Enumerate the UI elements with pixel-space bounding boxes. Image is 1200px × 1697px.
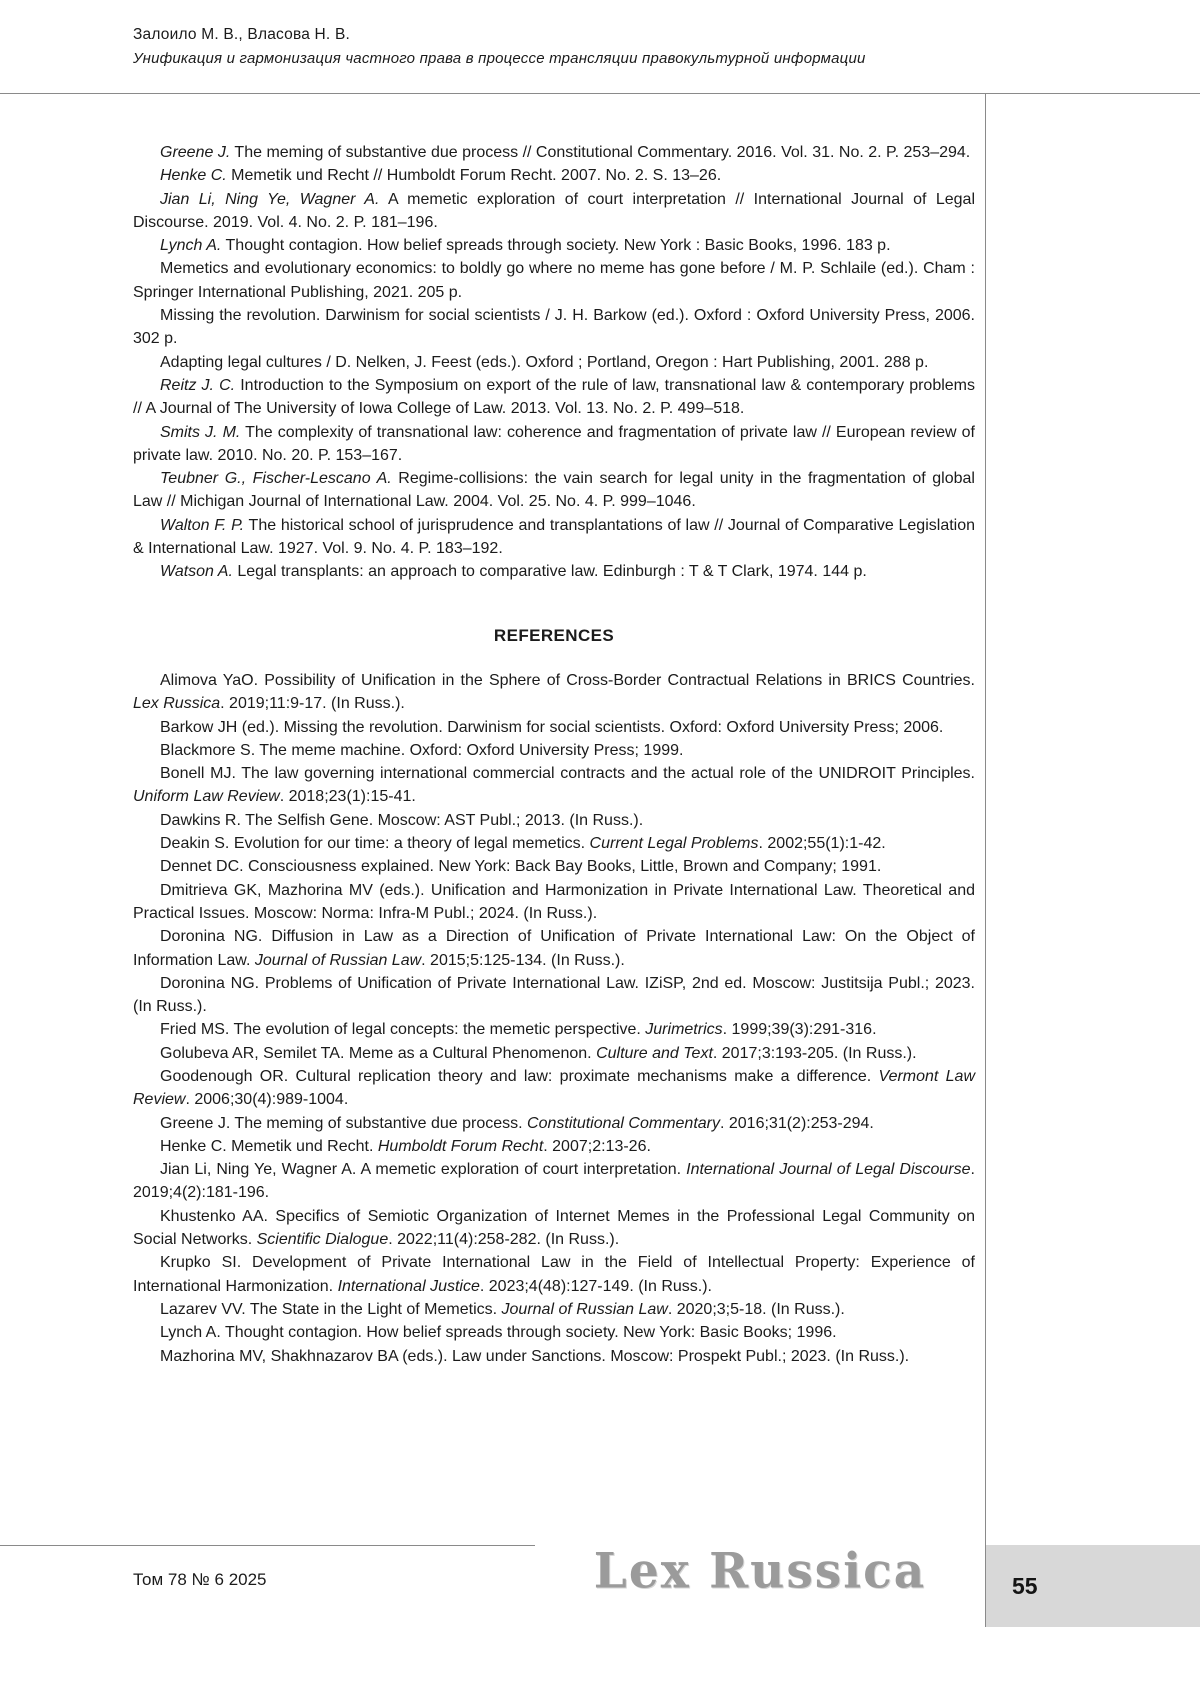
entry-text-segment: . 2016;31(2):253-294. <box>719 1114 874 1132</box>
entry-text-segment: Dennet DC. Consciousness explained. New York: Back Bay Books, Little, Brown and Company; 1991. <box>160 858 882 876</box>
entry-text-segment: The complexity of transnational law: coherence and fragmentation of private law // European review of private law. 2010. No. 20. P. 153–167. <box>133 423 976 464</box>
entry-italic-segment: Greene J. <box>160 144 231 161</box>
entry-italic-segment: Walton F. P. <box>160 516 245 534</box>
bibliography-entry <box>133 514 975 561</box>
reference-entry <box>133 716 975 739</box>
entry-text-segment: Mazhorina MV, Shakhnazarov BA (eds.). Law under Sanctions. Moscow: Prospekt Publ.; 2023. (In Russ.). <box>160 1347 910 1365</box>
page-number: 55 <box>1012 1572 1038 1599</box>
entry-italic-segment: Current Legal Problems <box>589 835 759 853</box>
reference-entry <box>133 739 975 762</box>
entry-text-segment: . 2015;5:125-134. (In Russ.). <box>421 951 625 969</box>
entry-text-segment: Henke C. Memetik und Recht. <box>160 1137 378 1155</box>
reference-entry <box>133 809 975 832</box>
entry-text-segment: Alimova YaO. Possibility of Unification in the Sphere of Cross-Border Contractual Relations in BRICS Countries. <box>160 671 975 689</box>
reference-entry <box>133 972 975 1019</box>
page-number-box <box>986 1545 1200 1627</box>
entry-text-segment: Missing the revolution. Darwinism for social scientists / J. H. Barkow (ed.). Oxford : Oxford University Press, 2006. 302 p. <box>133 307 975 348</box>
entry-text-segment: Adapting legal cultures / D. Nelken, J. Feest (eds.). Oxford ; Portland, Oregon : Hart Publishing, 2001. 288 p. <box>160 353 929 371</box>
entry-italic-segment: Humboldt Forum Recht <box>377 1137 544 1155</box>
main-content <box>133 141 975 1368</box>
reference-entry <box>133 925 975 972</box>
bibliography-entry <box>133 257 975 304</box>
reference-entry <box>133 1251 975 1298</box>
entry-text-segment: Goodenough OR. Cultural replication theory and law: proximate mechanisms make a difference. <box>160 1067 879 1085</box>
volume-issue-label: Том 78 № 6 2025 <box>133 1570 267 1589</box>
bibliography-entry <box>133 560 975 583</box>
entry-text-segment: Dmitrieva GK, Mazhorina MV (eds.). Unification and Harmonization in Private International Law. Theoretical and Practical Issues. Moscow: Norma: Infra-M Publ.; 2024. (In Russ.). <box>133 881 975 922</box>
entry-text-segment: Deakin S. Evolution for our time: a theory of legal memetics. <box>160 835 590 853</box>
page-header <box>133 26 973 67</box>
bibliography-section <box>133 141 975 584</box>
entry-text-segment: Golubeva AR, Semilet TA. Meme as a Cultural Phenomenon. <box>160 1044 597 1062</box>
reference-entry <box>133 1018 975 1041</box>
entry-italic-segment: Jurimetrics <box>645 1021 723 1039</box>
entry-italic-segment: Journal of Russian Law <box>501 1300 668 1318</box>
entry-text-segment: A memetic exploration of court interpretation // International Journal of Legal Discourse. 2019. Vol. 4. No. 2. P. 181–196. <box>133 190 975 231</box>
entry-italic-segment: Watson A. <box>160 563 233 581</box>
entry-italic-segment: Teubner G., Fischer-Lescano A. <box>160 470 392 488</box>
entry-text-segment: Dawkins R. The Selfish Gene. Moscow: AST Publ.; 2013. (In Russ.). <box>160 811 644 829</box>
entry-text-segment: Blackmore S. The meme machine. Oxford: Oxford University Press; 1999. <box>160 741 684 759</box>
references-section <box>133 669 975 1368</box>
entry-italic-segment: Lynch A. <box>160 237 222 255</box>
bibliography-entry <box>133 467 975 514</box>
bibliography-entry <box>133 374 975 421</box>
header-running-title: Унификация и гармонизация частного права в процессе трансляции правокультурной информации <box>133 50 866 67</box>
header-divider <box>0 93 1200 94</box>
entry-text-segment: . 2006;30(4):989-1004. <box>185 1091 349 1109</box>
right-margin-divider <box>985 93 986 1627</box>
entry-italic-segment: Uniform Law Review <box>133 788 280 806</box>
entry-italic-segment: Henke C. <box>160 167 227 185</box>
entry-text-segment: Bonell MJ. The law governing international commercial contracts and the actual role of the UNIDROIT Principles. <box>160 765 975 783</box>
entry-text-segment: Memetik und Recht // Humboldt Forum Recht. 2007. No. 2. S. 13–26. <box>226 167 722 185</box>
entry-text-segment: The historical school of jurisprudence and transplantations of law // Journal of Comparative Legislation & International Law. 1927. Vol. 9. No. 4. P. 183–192. <box>133 516 976 558</box>
entry-italic-segment: Reitz J. C. <box>160 376 236 394</box>
entry-text-segment: . 2019;11:9-17. (In Russ.). <box>220 695 405 713</box>
bibliography-entry <box>133 164 975 187</box>
bibliography-entry <box>133 421 975 468</box>
entry-italic-segment: International Journal of Legal Discourse <box>686 1161 971 1179</box>
entry-text-segment: . 2017;3:193-205. (In Russ.). <box>712 1044 917 1062</box>
entry-italic-segment: Smits J. M. <box>160 423 241 441</box>
reference-entry <box>133 1042 975 1065</box>
entry-italic-segment: Culture and Text <box>596 1044 713 1062</box>
entry-text-segment: Lynch A. Thought contagion. How belief spreads through society. New York: Basic Books; 1996. <box>160 1324 837 1342</box>
reference-entry <box>133 762 975 809</box>
reference-entry <box>133 1321 975 1344</box>
reference-entry <box>133 1345 975 1368</box>
header-authors: Залоило М. В., Власова Н. В. <box>133 26 350 43</box>
bibliography-entry <box>133 234 975 257</box>
entry-text-segment: . 2018;23(1):15-41. <box>279 788 416 806</box>
entry-italic-segment: Lex Russica <box>133 695 221 713</box>
entry-text-segment: Doronina NG. Diffusion in Law as a Direction of Unification of Private International Law: On the Object of Information Law. <box>133 928 975 969</box>
references-heading: REFERENCES <box>493 625 615 645</box>
entry-text-segment: Greene J. The meming of substantive due process. <box>160 1114 528 1132</box>
reference-entry <box>133 1158 975 1205</box>
reference-entry <box>133 1205 975 1252</box>
bibliography-entry <box>133 351 975 374</box>
entry-text-segment: . 2019;4(2):181-196. <box>133 1161 975 1202</box>
footer-divider <box>0 1545 535 1546</box>
entry-text-segment: . 1999;39(3):291-316. <box>722 1021 877 1039</box>
entry-italic-segment: Vermont Law Review <box>133 1067 976 1109</box>
entry-text-segment: Fried MS. The evolution of legal concepts: the memetic perspective. <box>160 1021 646 1039</box>
reference-entry <box>133 832 975 855</box>
reference-entry <box>133 855 975 878</box>
entry-text-segment: . 2023;4(48):127-149. (In Russ.). <box>479 1277 712 1295</box>
entry-italic-segment: Journal of Russian Law <box>254 951 422 969</box>
entry-text-segment: Khustenko AA. Specifics of Semiotic Organization of Internet Memes in the Professional Legal Community on Social Networks. <box>133 1207 975 1249</box>
entry-text-segment: Regime-collisions: the vain search for legal unity in the fragmentation of global Law // Michigan Journal of International Law. 2004. Vol. 25. No. 4. P. 999–1046. <box>133 470 975 511</box>
entry-text-segment: Barkow JH (ed.). Missing the revolution. Darwinism for social scientists. Oxford: Oxford University Press; 2006. <box>160 718 944 736</box>
reference-entry <box>133 879 975 926</box>
entry-text-segment: Introduction to the Symposium on export of the rule of law, transnational law & contemporary problems // A Journal of The University of Iowa College of Law. 2013. Vol. 13. No. 2. P. 499–518. <box>133 376 976 418</box>
entry-italic-segment: Constitutional Commentary <box>527 1114 720 1132</box>
reference-entry <box>133 1135 975 1158</box>
entry-text-segment: . 2002;55(1):1-42. <box>758 835 886 853</box>
bibliography-entry <box>133 188 975 235</box>
entry-text-segment: Thought contagion. How belief spreads through society. New York : Basic Books, 1996. 183 p. <box>221 237 891 255</box>
entry-text-segment: . 2007;2:13-26. <box>543 1137 651 1155</box>
entry-text-segment: Memetics and evolutionary economics: to boldly go where no meme has gone before / M. P. Schlaile (ed.). Cham : Springer International Publishing, 2021. 205 p. <box>133 260 975 301</box>
reference-entry <box>133 1298 975 1321</box>
reference-entry <box>133 1112 975 1135</box>
entry-text-segment: The meming of substantive due process // Constitutional Commentary. 2016. Vol. 31. No. 2. P. 253–294. <box>230 144 971 161</box>
reference-entry <box>133 669 975 716</box>
bibliography-entry <box>133 304 975 351</box>
entry-text-segment: Jian Li, Ning Ye, Wagner A. A memetic exploration of court interpretation. <box>160 1161 687 1179</box>
entry-text-segment: Lazarev VV. The State in the Light of Memetics. <box>160 1300 502 1318</box>
reference-entry <box>133 1065 975 1112</box>
entry-text-segment: Krupko SI. Development of Private International Law in the Field of Intellectual Property: Experience of International Harmonization. <box>133 1254 975 1295</box>
entry-italic-segment: International Justice <box>337 1277 480 1295</box>
entry-italic-segment: Scientific Dialogue <box>256 1231 389 1249</box>
entry-text-segment: . 2022;11(4):258-282. (In Russ.). <box>388 1231 620 1249</box>
entry-text-segment: . 2020;3;5-18. (In Russ.). <box>667 1300 845 1318</box>
bibliography-entry <box>133 141 975 164</box>
journal-logo: Lex Russica <box>593 1542 927 1601</box>
entry-text-segment: Legal transplants: an approach to comparative law. Edinburgh : T & T Clark, 1974. 144 p. <box>232 563 867 581</box>
entry-text-segment: Doronina NG. Problems of Unification of Private International Law. IZiSP, 2nd ed. Moscow: Justitsija Publ.; 2023. (In Russ.). <box>133 974 975 1016</box>
entry-italic-segment: Jian Li, Ning Ye, Wagner A. <box>160 190 380 208</box>
